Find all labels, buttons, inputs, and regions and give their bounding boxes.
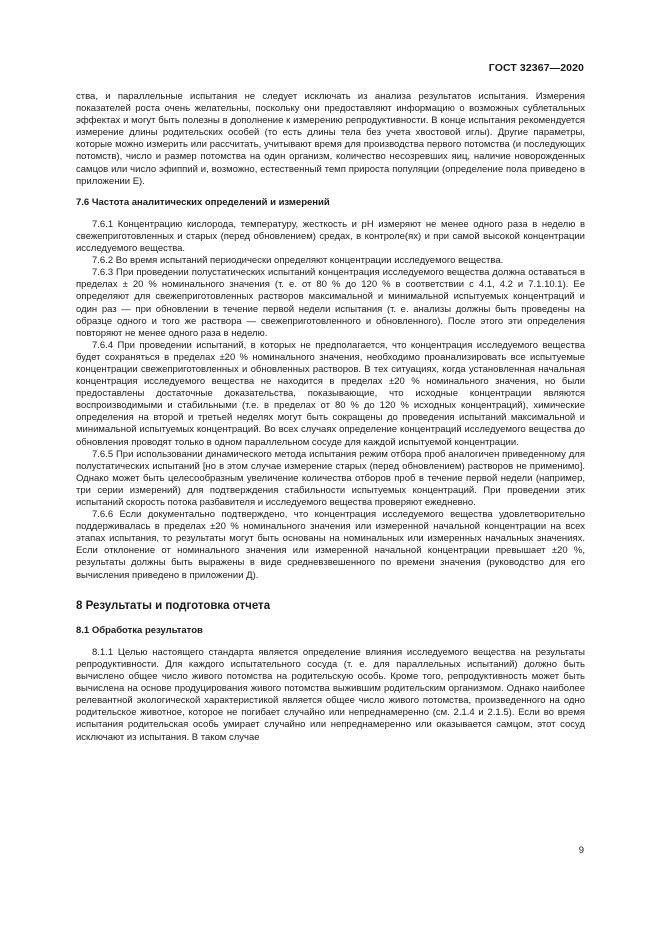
document-body [76, 91, 585, 744]
section-heading-8-1: 8.1 Обработка результатов [76, 624, 203, 636]
paragraph-7-6-3: 7.6.3 При проведении полустатических испытаний концентрация исследуемого вещества должна оставаться в пределах ± 20 % номинального значения (т. е. от 80 % до 120 % в соответствии с 4.1, 4.2 и 7.1.10.1). Ее определяют для свежеприготовленных растворов максимальной и минимальной испытуемых концентраций и один раз — при обновлении в течение первой недели испытания (т. е. анализы должны быть проведены на образце одного и того же раствора — свежеприготовленного и обновленного). После этого эти определения повторяют не менее одного раза в неделю. [76, 267, 585, 339]
paragraph-7-6-1: 7.6.1 Концентрацию кислорода, температуру, жесткость и pH измеряют не менее одного раза в неделю в свежеприготовленных и старых (перед обновлением) средах, в контроле(ях) и при самой высокой концентрации исследуемого вещества. [76, 218, 585, 255]
page-number: 9 [578, 845, 584, 856]
paragraph-7-6-5: 7.6.5 При использовании динамического метода испытания режим отбора проб аналогичен приведенному для полустатических испытаний [но в этом случае измерение старых (перед обновлением) растворов не применимо]. Однако может быть целесообразным увеличение количества отборов проб в течение первой недели (например, три серии измерений) для подтверждения стабильности испытуемых концентраций. При проведении этих испытаний скорость потока разбавителя и исследуемого вещества проверяют ежедневно. [76, 448, 585, 508]
section-heading-8: 8 Результаты и подготовка отчета [76, 599, 271, 612]
standard-header: ГОСТ 32367—2020 [488, 62, 584, 74]
paragraph-7-6-4: 7.6.4 При проведении испытаний, в которых не предполагается, что концентрация исследуемого вещества будет сохраняться в пределах ±20 % номинального значения, необходимо проанализировать все испытуемые концентрации свежеприготовленных и обновленных растворов. В тех ситуациях, когда установленная начальная концентрация исследуемого вещества не находится в пределах ±20 % номинального значения, но были предоставлены достаточные доказательства, показывающие, что исходные концентрации являются воспроизводимыми и стабильными (т.е. в пределах от 80 % до 120 % исходных концентраций), химические определения на второй и третьей неделях могут быть сокращены до проведения испытаний максимальной и минимальной испытуемых концентраций. Во всех случаях определение концентраций исследуемого вещества до обновления проводят только в одном параллельном сосуде для каждой испытуемой концентрации. [76, 339, 585, 448]
section-heading-7-6-text: 7.6 Частота аналитических определений и измерений [76, 196, 330, 208]
paragraph-8-1-1: 8.1.1 Целью настоящего стандарта является определение влияния исследуемого вещества на результаты репродуктивности. Для каждого испытательного сосуда (т. е. для параллельных испытаний) должно быть вычислено общее число живого потомства на родительскую особь. Кроме того, репродуктивность может быть вычислена на основе продуцирования живого потомства выжившим родительским организмом. Однако наиболее релевантной экологической характеристикой является общее число живого потомства, произведенного на одно родительское животное, которое не погибает случайно или непреднамеренно (см. 2.1.4 и 2.1.5). Если во время испытания родительская особь умирает случайно или непреднамеренно или оказывается самцом, этот сосуд исключают из испытания. В таком случае [76, 646, 585, 743]
paragraph-7-6-6: 7.6.6 Если документально подтверждено, что концентрация исследуемого вещества удовлетворительно поддерживалась в пределах ±20 % номинального значения или измеренной начальной концентрации на всех этапах испытания, то результаты могут быть основаны на номинальных или измеренных начальных значениях. Если отклонение от номинального значения или измеренной начальной концентрации превышает ±20 %, результаты должны быть выражены в виде средневзвешенного по времени значения (руководство для его вычисления приведено в приложении Д). [76, 509, 585, 581]
paragraph-continuation: ства, и параллельные испытания не следует исключать из анализа результатов испытания. Измерения показателей роста очень желательны, поскольку они предоставляют информацию о возможных сублетальных эффектах и могут быть полезны в дополнение к измерению репродуктивности. В конце испытания рекомендуется измерение длины родительских особей (то есть длины тела без учета хвостовой иглы). Другие параметры, которые можно измерить или рассчитать, учитывают время для производства первого потомства (и последующих потомств), число и размер потомства на один организм, количество несозревших яиц, наличие новорожденных самцов или число эфиппий и, возможно, естественный темп прироста популяции (определение пола приведено в приложении Е). [76, 91, 585, 187]
paragraph-7-6-2: 7.6.2 Во время испытаний периодически определяют концентрации исследуемого вещества. [92, 255, 504, 267]
section-heading-7-6 [76, 197, 585, 209]
